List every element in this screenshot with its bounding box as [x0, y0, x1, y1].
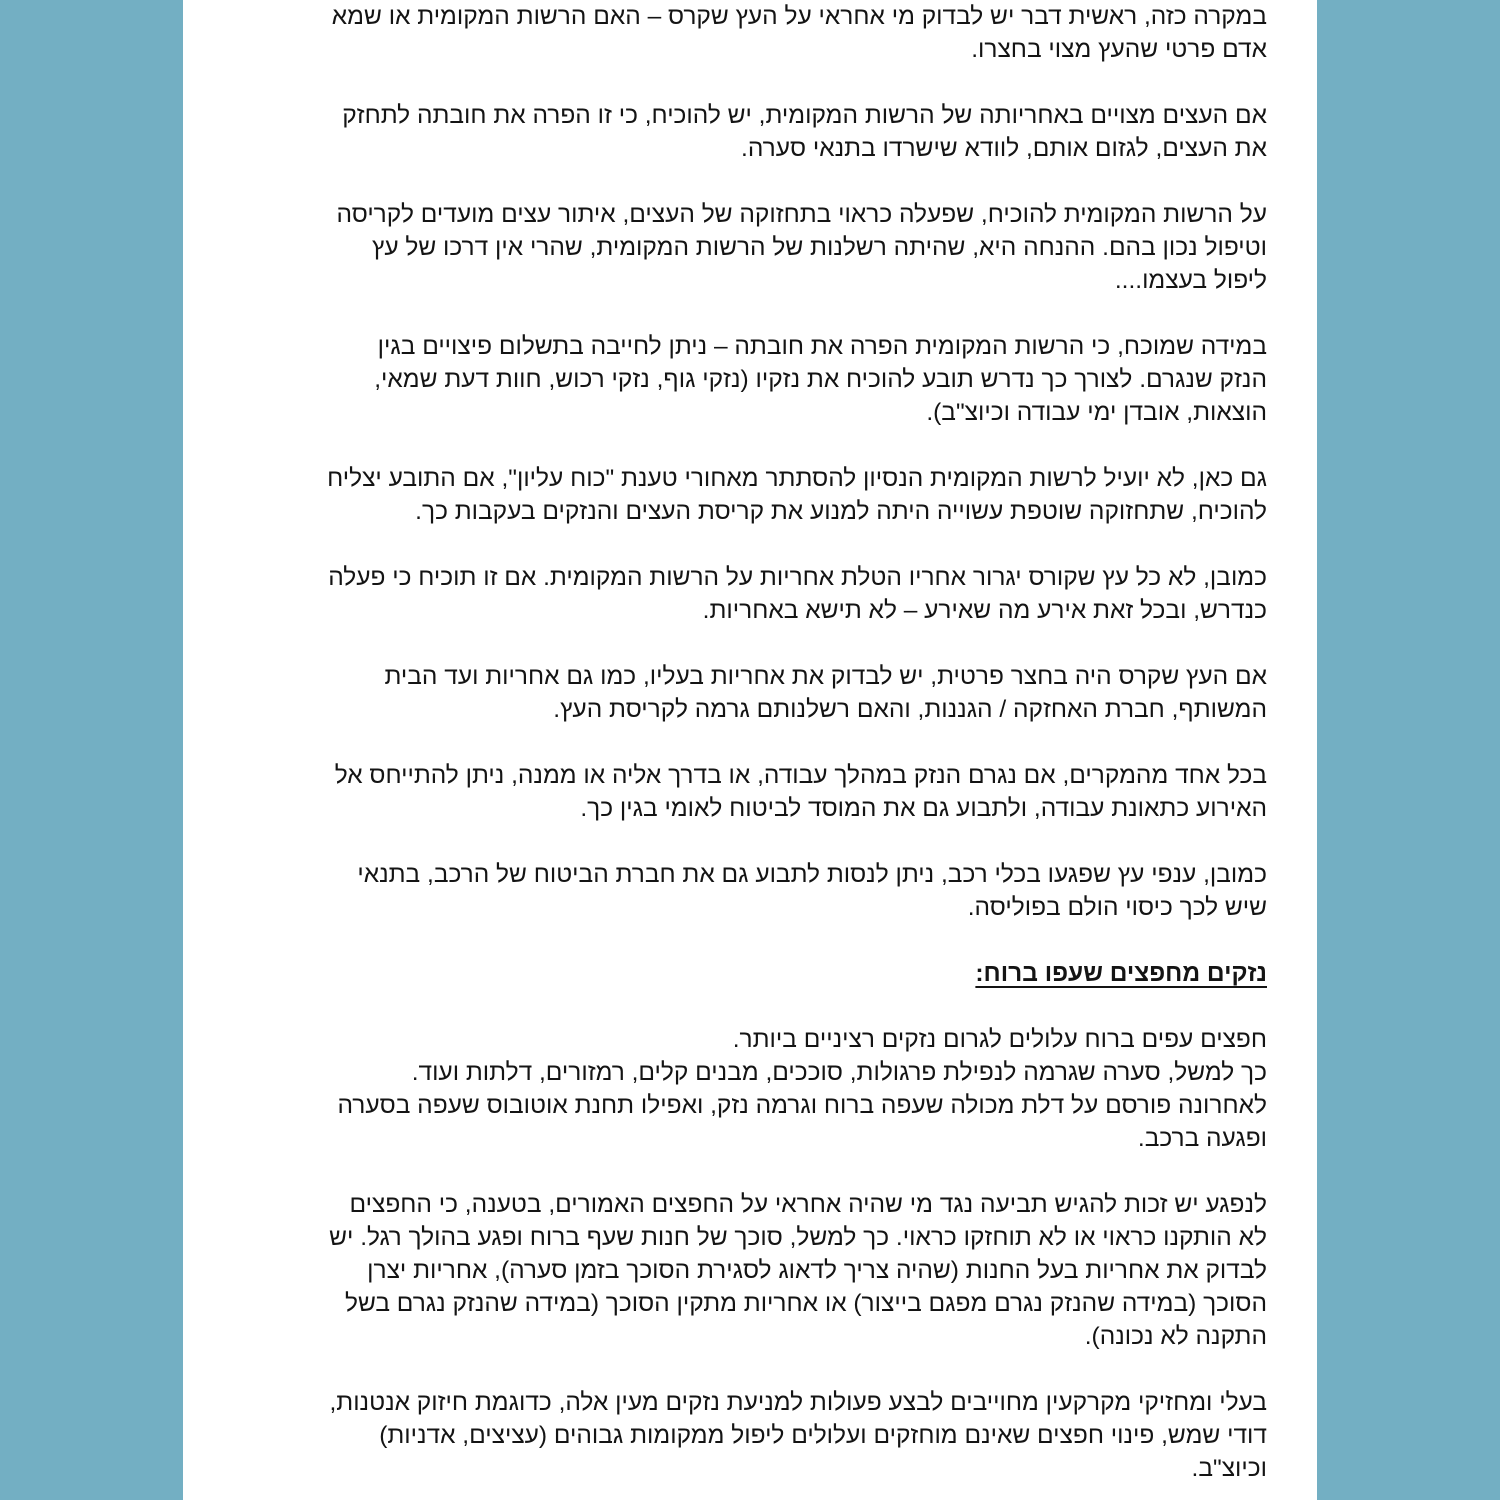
paragraph [235, 858, 1267, 924]
paragraph-spacer [235, 1353, 1267, 1386]
paragraph [235, 0, 1267, 66]
paragraph-spacer [235, 627, 1267, 660]
document-page [183, 0, 1317, 1500]
text-line: כנדרש, ובכל זאת אירע מה שאירע – לא תישא באחריות. [702, 597, 1267, 624]
text-line: בעלי ומחזיקי מקרקעין מחוייבים לבצע פעולות למניעת נזקים מעין אלה, כדוגמת חיזוק אנטנות, [329, 1389, 1267, 1416]
text-line: את העצים, לגזום אותם, לוודא שישרדו בתנאי סערה. [741, 135, 1267, 162]
text-line: התקנה לא נכונה). [1084, 1323, 1267, 1350]
text-line: האירוע כתאונת עבודה, ולתבוע גם את המוסד לביטוח לאומי בגין כך. [580, 795, 1267, 822]
text-line: הנזק שנגרם. לצורך כך נדרש תובע להוכיח את נזקיו (נזקי גוף, נזקי רכוש, חוות דעת שמאי, [374, 366, 1267, 393]
text-line: במקרה כזה, ראשית דבר יש לבדוק מי אחראי על העץ שקרס – האם הרשות המקומית או שמא [331, 3, 1267, 30]
text-line: במידה שמוכח, כי הרשות המקומית הפרה את חובתה – ניתן לחייבה בתשלום פיצויים בגין [377, 333, 1267, 360]
text-line: ופגעה ברכב. [1137, 1125, 1267, 1152]
paragraph-spacer [235, 528, 1267, 561]
text-line: וכיוצ"ב. [1191, 1455, 1267, 1482]
text-line: להוכיח, שתחזוקה שוטפת עשוייה היתה למנוע את קריסת העצים והנזקים בעקבות כך. [415, 498, 1267, 525]
paragraph [235, 1386, 1267, 1485]
paragraph-spacer [235, 165, 1267, 198]
paragraph [235, 1023, 1267, 1155]
document-body [235, 0, 1267, 1485]
text-line: אדם פרטי שהעץ מצוי בחצרו. [971, 36, 1267, 63]
text-line: המשותף, חברת האחזקה / הגננות, והאם רשלנותם גרמה לקריסת העץ. [553, 696, 1267, 723]
text-line: לאחרונה פורסם על דלת מכולה שעפה ברוח וגרמה נזק, ואפילו תחנת אוטובוס שעפה בסערה [337, 1092, 1267, 1119]
text-line: אם העץ שקרס היה בחצר פרטית, יש לבדוק את אחריות בעליו, כמו גם אחריות ועד הבית [384, 663, 1267, 690]
text-line: שיש לכך כיסוי הולם בפוליסה. [967, 894, 1267, 921]
paragraph-spacer [235, 825, 1267, 858]
paragraph-spacer [235, 924, 1267, 957]
paragraph [235, 330, 1267, 429]
text-line: על הרשות המקומית להוכיח, שפעלה כראוי בתחזוקה של העצים, איתור עצים מועדים לקריסה [336, 201, 1267, 228]
text-line: בכל אחד מהמקרים, אם נגרם הנזק במהלך עבודה, או בדרך אליה או ממנה, ניתן להתייחס אל [334, 762, 1267, 789]
paragraph-spacer [235, 990, 1267, 1023]
paragraph [235, 660, 1267, 726]
text-line: הוצאות, אובדן ימי עבודה וכיוצ"ב). [926, 399, 1267, 426]
paragraph [235, 561, 1267, 627]
paragraph-spacer [235, 429, 1267, 462]
paragraph [235, 759, 1267, 825]
text-line: כך למשל, סערה שגרמה לנפילת פרגולות, סוככים, מבנים קלים, רמזורים, דלתות ועוד. [411, 1059, 1267, 1086]
text-line: גם כאן, לא יועיל לרשות המקומית הנסיון להסתתר מאחורי טענת "כוח עליון", אם התובע יצליח [327, 465, 1267, 492]
text-line: וטיפול נכון בהם. ההנחה היא, שהיתה רשלנות של הרשות המקומית, שהרי אין דרכו של עץ [371, 234, 1267, 261]
text-line: לבדוק את אחריות בעל החנות (שהיה צריך לדאוג לסגירת הסוכך בזמן סערה), אחריות יצרן [367, 1257, 1267, 1284]
paragraph-spacer [235, 66, 1267, 99]
section-heading [235, 957, 1267, 990]
paragraph-spacer [235, 297, 1267, 330]
text-line: ליפול בעצמו.... [1114, 267, 1267, 294]
paragraph [235, 462, 1267, 528]
text-line: כמובן, לא כל עץ שקורס יגרור אחריו הטלת אחריות על הרשות המקומית. אם זו תוכיח כי פעלה [328, 564, 1267, 591]
text-line: הסוכך (במידה שהנזק נגרם מפגם בייצור) או אחריות מתקין הסוכך (במידה שהנזק נגרם בשל [344, 1290, 1267, 1317]
text-line: חפצים עפים ברוח עלולים לגרום נזקים רציניים ביותר. [732, 1026, 1267, 1053]
paragraph [235, 198, 1267, 297]
paragraph [235, 1188, 1267, 1353]
text-line: כמובן, ענפי עץ שפגעו בכלי רכב, ניתן לנסות לתבוע גם את חברת הביטוח של הרכב, בתנאי [357, 861, 1267, 888]
paragraph [235, 99, 1267, 165]
text-line: דודי שמש, פינוי חפצים שאינם מוחזקים ועלולים ליפול ממקומות גבוהים (עציצים, אדניות) [379, 1422, 1267, 1449]
text-line: אם העצים מצויים באחריותה של הרשות המקומית, יש להוכיח, כי זו הפרה את חובתה לתחזק [342, 102, 1267, 129]
paragraph-spacer [235, 726, 1267, 759]
heading-text: נזקים מחפצים שעפו ברוח: [975, 960, 1267, 987]
text-line: לנפגע יש זכות להגיש תביעה נגד מי שהיה אחראי על החפצים האמורים, בטענה, כי החפצים [349, 1191, 1267, 1218]
paragraph-spacer [235, 1155, 1267, 1188]
text-line: לא הותקנו כראוי או לא תוחזקו כראוי. כך למשל, סוכך של חנות שעף ברוח ופגע בהולך רגל. יש [329, 1224, 1267, 1251]
